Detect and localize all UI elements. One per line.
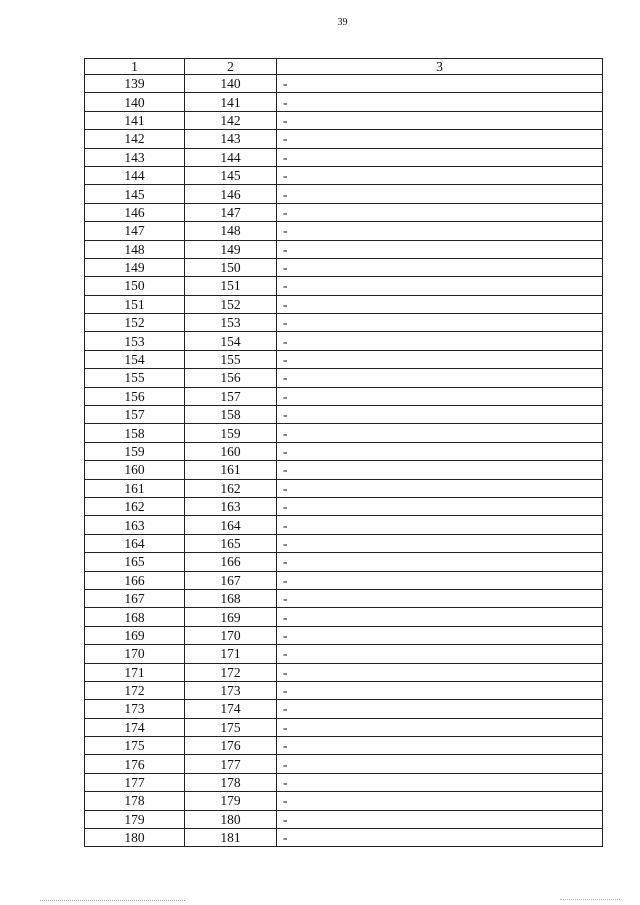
table-row: [85, 277, 603, 295]
cell-col-3: -: [277, 406, 603, 424]
cell-col-1: 176: [85, 755, 185, 773]
cell-col-2: 144: [185, 148, 277, 166]
cell-col-1: 164: [85, 534, 185, 552]
cell-col-2: 153: [185, 314, 277, 332]
cell-col-2: 141: [185, 93, 277, 111]
table-row: [85, 369, 603, 387]
table-row: [85, 185, 603, 203]
cell-col-1: 165: [85, 553, 185, 571]
cell-col-3: -: [277, 295, 603, 313]
table-row: [85, 755, 603, 773]
cell-col-1: 171: [85, 663, 185, 681]
cell-col-1: 169: [85, 626, 185, 644]
cell-col-2: 176: [185, 737, 277, 755]
cell-col-2: 140: [185, 75, 277, 93]
cell-col-2: 145: [185, 166, 277, 184]
table-row: [85, 387, 603, 405]
cell-col-1: 167: [85, 589, 185, 607]
cell-col-3: -: [277, 497, 603, 515]
cell-col-2: 180: [185, 810, 277, 828]
cell-col-3: -: [277, 240, 603, 258]
cell-col-2: 154: [185, 332, 277, 350]
cell-col-2: 146: [185, 185, 277, 203]
cell-col-2: 160: [185, 442, 277, 460]
table-row: [85, 516, 603, 534]
cell-col-3: -: [277, 93, 603, 111]
table-row: [85, 148, 603, 166]
cell-col-1: 142: [85, 130, 185, 148]
header-row: [85, 59, 603, 75]
table-row: [85, 222, 603, 240]
table-row: [85, 295, 603, 313]
cell-col-2: 152: [185, 295, 277, 313]
cell-col-3: -: [277, 332, 603, 350]
table-body: [85, 75, 603, 847]
table-row: [85, 203, 603, 221]
cell-col-3: -: [277, 130, 603, 148]
cell-col-1: 170: [85, 645, 185, 663]
cell-col-1: 155: [85, 369, 185, 387]
cell-col-1: 177: [85, 773, 185, 791]
table-row: [85, 130, 603, 148]
cell-col-3: -: [277, 461, 603, 479]
cell-col-1: 178: [85, 792, 185, 810]
cell-col-2: 167: [185, 571, 277, 589]
cell-col-1: 175: [85, 737, 185, 755]
cell-col-1: 143: [85, 148, 185, 166]
cell-col-2: 164: [185, 516, 277, 534]
cell-col-3: -: [277, 700, 603, 718]
cell-col-3: -: [277, 277, 603, 295]
cell-col-2: 155: [185, 350, 277, 368]
cell-col-1: 173: [85, 700, 185, 718]
table-row: [85, 75, 603, 93]
cell-col-1: 148: [85, 240, 185, 258]
table-row: [85, 332, 603, 350]
cell-col-3: -: [277, 166, 603, 184]
cell-col-3: -: [277, 516, 603, 534]
cell-col-3: -: [277, 111, 603, 129]
table-row: [85, 406, 603, 424]
cell-col-3: -: [277, 792, 603, 810]
cell-col-3: -: [277, 424, 603, 442]
cell-col-1: 179: [85, 810, 185, 828]
table-row: [85, 166, 603, 184]
cell-col-1: 151: [85, 295, 185, 313]
table-row: [85, 461, 603, 479]
table-row: [85, 792, 603, 810]
table-row: [85, 442, 603, 460]
cell-col-3: -: [277, 755, 603, 773]
cell-col-1: 162: [85, 497, 185, 515]
footer-rule: [40, 900, 185, 901]
cell-col-2: 181: [185, 829, 277, 847]
cell-col-1: 180: [85, 829, 185, 847]
cell-col-2: 170: [185, 626, 277, 644]
cell-col-1: 160: [85, 461, 185, 479]
cell-col-1: 163: [85, 516, 185, 534]
cell-col-3: -: [277, 369, 603, 387]
cell-col-2: 148: [185, 222, 277, 240]
cell-col-2: 158: [185, 406, 277, 424]
table-row: [85, 718, 603, 736]
cell-col-2: 147: [185, 203, 277, 221]
cell-col-3: -: [277, 829, 603, 847]
cell-col-1: 146: [85, 203, 185, 221]
cell-col-3: -: [277, 387, 603, 405]
table-row: [85, 571, 603, 589]
table-row: [85, 626, 603, 644]
cell-col-2: 171: [185, 645, 277, 663]
cell-col-1: 149: [85, 258, 185, 276]
cell-col-2: 159: [185, 424, 277, 442]
cell-col-2: 161: [185, 461, 277, 479]
table-row: [85, 645, 603, 663]
cell-col-3: -: [277, 314, 603, 332]
cell-col-1: 139: [85, 75, 185, 93]
cell-col-2: 179: [185, 792, 277, 810]
cell-col-1: 166: [85, 571, 185, 589]
cell-col-2: 162: [185, 479, 277, 497]
cell-col-3: -: [277, 75, 603, 93]
cell-col-1: 152: [85, 314, 185, 332]
cell-col-1: 144: [85, 166, 185, 184]
cell-col-2: 150: [185, 258, 277, 276]
cell-col-3: -: [277, 589, 603, 607]
cell-col-3: -: [277, 663, 603, 681]
cell-col-1: 159: [85, 442, 185, 460]
cell-col-1: 161: [85, 479, 185, 497]
cell-col-2: 163: [185, 497, 277, 515]
table-row: [85, 93, 603, 111]
cell-col-2: 168: [185, 589, 277, 607]
cell-col-3: -: [277, 608, 603, 626]
table-row: [85, 240, 603, 258]
cell-col-1: 147: [85, 222, 185, 240]
cell-col-2: 149: [185, 240, 277, 258]
cell-col-2: 156: [185, 369, 277, 387]
table-row: [85, 479, 603, 497]
cell-col-2: 165: [185, 534, 277, 552]
cell-col-2: 142: [185, 111, 277, 129]
cell-col-1: 145: [85, 185, 185, 203]
table-row: [85, 350, 603, 368]
cell-col-2: 178: [185, 773, 277, 791]
cell-col-2: 175: [185, 718, 277, 736]
cell-col-1: 153: [85, 332, 185, 350]
table-row: [85, 608, 603, 626]
cell-col-1: 158: [85, 424, 185, 442]
cell-col-1: 140: [85, 93, 185, 111]
cell-col-1: 168: [85, 608, 185, 626]
table-row: [85, 589, 603, 607]
table-row: [85, 111, 603, 129]
cell-col-2: 177: [185, 755, 277, 773]
cell-col-3: -: [277, 534, 603, 552]
cell-col-2: 157: [185, 387, 277, 405]
table-row: [85, 314, 603, 332]
cell-col-1: 150: [85, 277, 185, 295]
cell-col-3: -: [277, 810, 603, 828]
cell-col-1: 172: [85, 681, 185, 699]
table-row: [85, 497, 603, 515]
cell-col-3: -: [277, 203, 603, 221]
table-row: [85, 663, 603, 681]
cell-col-2: 173: [185, 681, 277, 699]
cell-col-1: 156: [85, 387, 185, 405]
cell-col-1: 174: [85, 718, 185, 736]
cell-col-2: 143: [185, 130, 277, 148]
cell-col-3: -: [277, 571, 603, 589]
cell-col-1: 154: [85, 350, 185, 368]
cell-col-3: -: [277, 681, 603, 699]
table-row: [85, 553, 603, 571]
table-row: [85, 700, 603, 718]
page-number: 39: [337, 17, 348, 28]
table-row: [85, 424, 603, 442]
cell-col-2: 174: [185, 700, 277, 718]
cell-col-1: 141: [85, 111, 185, 129]
table-row: [85, 258, 603, 276]
table-row: [85, 681, 603, 699]
cell-col-3: -: [277, 148, 603, 166]
table-row: [85, 534, 603, 552]
cell-col-3: -: [277, 737, 603, 755]
cell-col-3: -: [277, 773, 603, 791]
cell-col-3: -: [277, 626, 603, 644]
table-row: [85, 737, 603, 755]
cell-col-3: -: [277, 442, 603, 460]
footer-marks: [560, 899, 620, 900]
cell-col-2: 166: [185, 553, 277, 571]
cell-col-3: -: [277, 718, 603, 736]
cell-col-1: 157: [85, 406, 185, 424]
cell-col-3: -: [277, 479, 603, 497]
cell-col-3: -: [277, 185, 603, 203]
column-header-3: 3: [277, 59, 603, 75]
data-table: [84, 58, 603, 847]
cell-col-2: 151: [185, 277, 277, 295]
cell-col-2: 169: [185, 608, 277, 626]
cell-col-3: -: [277, 553, 603, 571]
table-row: [85, 810, 603, 828]
cell-col-3: -: [277, 645, 603, 663]
column-header-1: 1: [85, 59, 185, 75]
cell-col-2: 172: [185, 663, 277, 681]
table-row: [85, 773, 603, 791]
column-header-2: 2: [185, 59, 277, 75]
cell-col-3: -: [277, 350, 603, 368]
cell-col-3: -: [277, 258, 603, 276]
cell-col-3: -: [277, 222, 603, 240]
table-row: [85, 829, 603, 847]
